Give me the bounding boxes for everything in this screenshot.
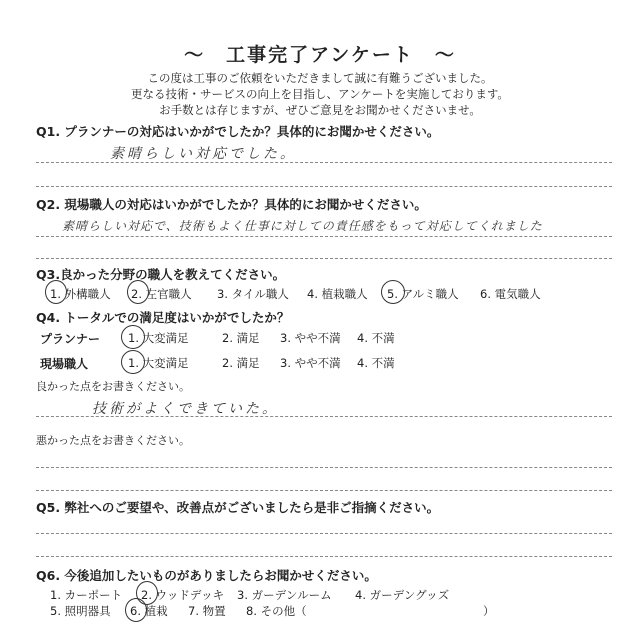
q6-other-close-paren: ） [483,604,495,618]
q1-answer-line-2 [36,186,612,187]
q4-label: Q4. トータルでの満足度はいかがでしたか？ [36,310,290,325]
q2-answer-line-2 [36,258,612,259]
q3-selection-mark-1 [45,280,67,304]
q3-option-4[interactable]: 4. 植栽職人 [307,287,368,301]
q3-option-6[interactable]: 6. 電気職人 [480,287,541,301]
q4-planner-option-3[interactable]: 3. やや不満 [280,331,341,345]
q6-selection-mark-6 [125,598,147,622]
q4-planner-label: プランナー [40,332,101,346]
q1-answer-line-1 [36,162,612,163]
q6-option-1[interactable]: 1. カーポート [50,588,123,602]
q6-option-6[interactable]: 6. 植栽 [130,604,168,618]
q4-planner-selection-mark [121,325,145,349]
q3-option-5[interactable]: 5. アルミ職人 [387,287,459,301]
q5-answer-line-1 [36,533,612,534]
intro-line-1: この度は工事のご依頼をいただきまして誠に有難うございました。 [147,71,493,85]
q4-bad-points-label: 悪かった点をお書きください。 [36,434,190,447]
q2-label: Q2. 現場職人の対応はいかがでしたか？具体的にお聞かせください。 [36,197,427,212]
q3-option-2[interactable]: 2. 左官職人 [131,287,192,301]
q1-answer[interactable]: 素晴らしい対応でした。 [110,146,297,162]
q4-worker-selection-mark [121,350,145,374]
q4-good-points-line [36,416,612,417]
q4-worker-option-1[interactable]: 1. 大変満足 [128,356,189,370]
q4-good-points-answer[interactable]: 技術がよくできていた。 [92,401,279,417]
q5-answer-line-2 [36,556,612,557]
q1-label: Q1. プランナーの対応はいかがでしたか？具体的にお聞かせください。 [36,124,440,139]
q4-worker-option-2[interactable]: 2. 満足 [222,356,260,370]
q6-label: Q6. 今後追加したいものがありましたらお聞かせください。 [36,568,377,583]
q4-worker-label: 現場職人 [40,357,89,371]
q4-bad-points-line-1 [36,467,612,468]
q4-worker-option-4[interactable]: 4. 不満 [357,356,395,370]
intro-line-3: お手数とは存じますが、ぜひご意見をお聞かせくださいませ。 [159,103,481,117]
q3-label: Q3.良かった分野の職人を教えてください。 [36,267,286,282]
q6-option-8[interactable]: 8. その他（ [246,604,307,618]
q4-good-points-label: 良かった点をお書きください。 [36,380,190,393]
q3-option-1[interactable]: 1. 外構職人 [50,287,111,301]
q4-planner-option-2[interactable]: 2. 満足 [222,331,260,345]
q3-selection-mark-5 [381,280,405,304]
q6-option-7[interactable]: 7. 物置 [188,604,226,618]
q2-answer[interactable]: 素晴らしい対応で、技術もよく仕事に対しての責任感をもって対応してくれました [62,219,543,233]
q6-option-5[interactable]: 5. 照明器具 [50,604,111,618]
q2-answer-line-1 [36,236,612,237]
q4-bad-points-line-2 [36,490,612,491]
q6-option-3[interactable]: 3. ガーデンルーム [237,588,332,602]
q4-worker-option-3[interactable]: 3. やや不満 [280,356,341,370]
q6-option-4[interactable]: 4. ガーデングッズ [355,588,450,602]
q5-label: Q5. 弊社へのご要望や、改善点がございましたら是非ご指摘ください。 [36,500,440,515]
q3-selection-mark-2 [127,280,149,304]
intro-line-2: 更なる技術・サービスの向上を目指し、アンケートを実施しております。 [131,87,509,101]
q6-option-2[interactable]: 2. ウッドデッキ [141,588,225,602]
q4-planner-option-1[interactable]: 1. 大変満足 [128,331,189,345]
survey-title: ～ 工事完了アンケート ～ [184,44,456,66]
q4-planner-option-4[interactable]: 4. 不満 [357,331,395,345]
q3-option-3[interactable]: 3. タイル職人 [217,287,289,301]
